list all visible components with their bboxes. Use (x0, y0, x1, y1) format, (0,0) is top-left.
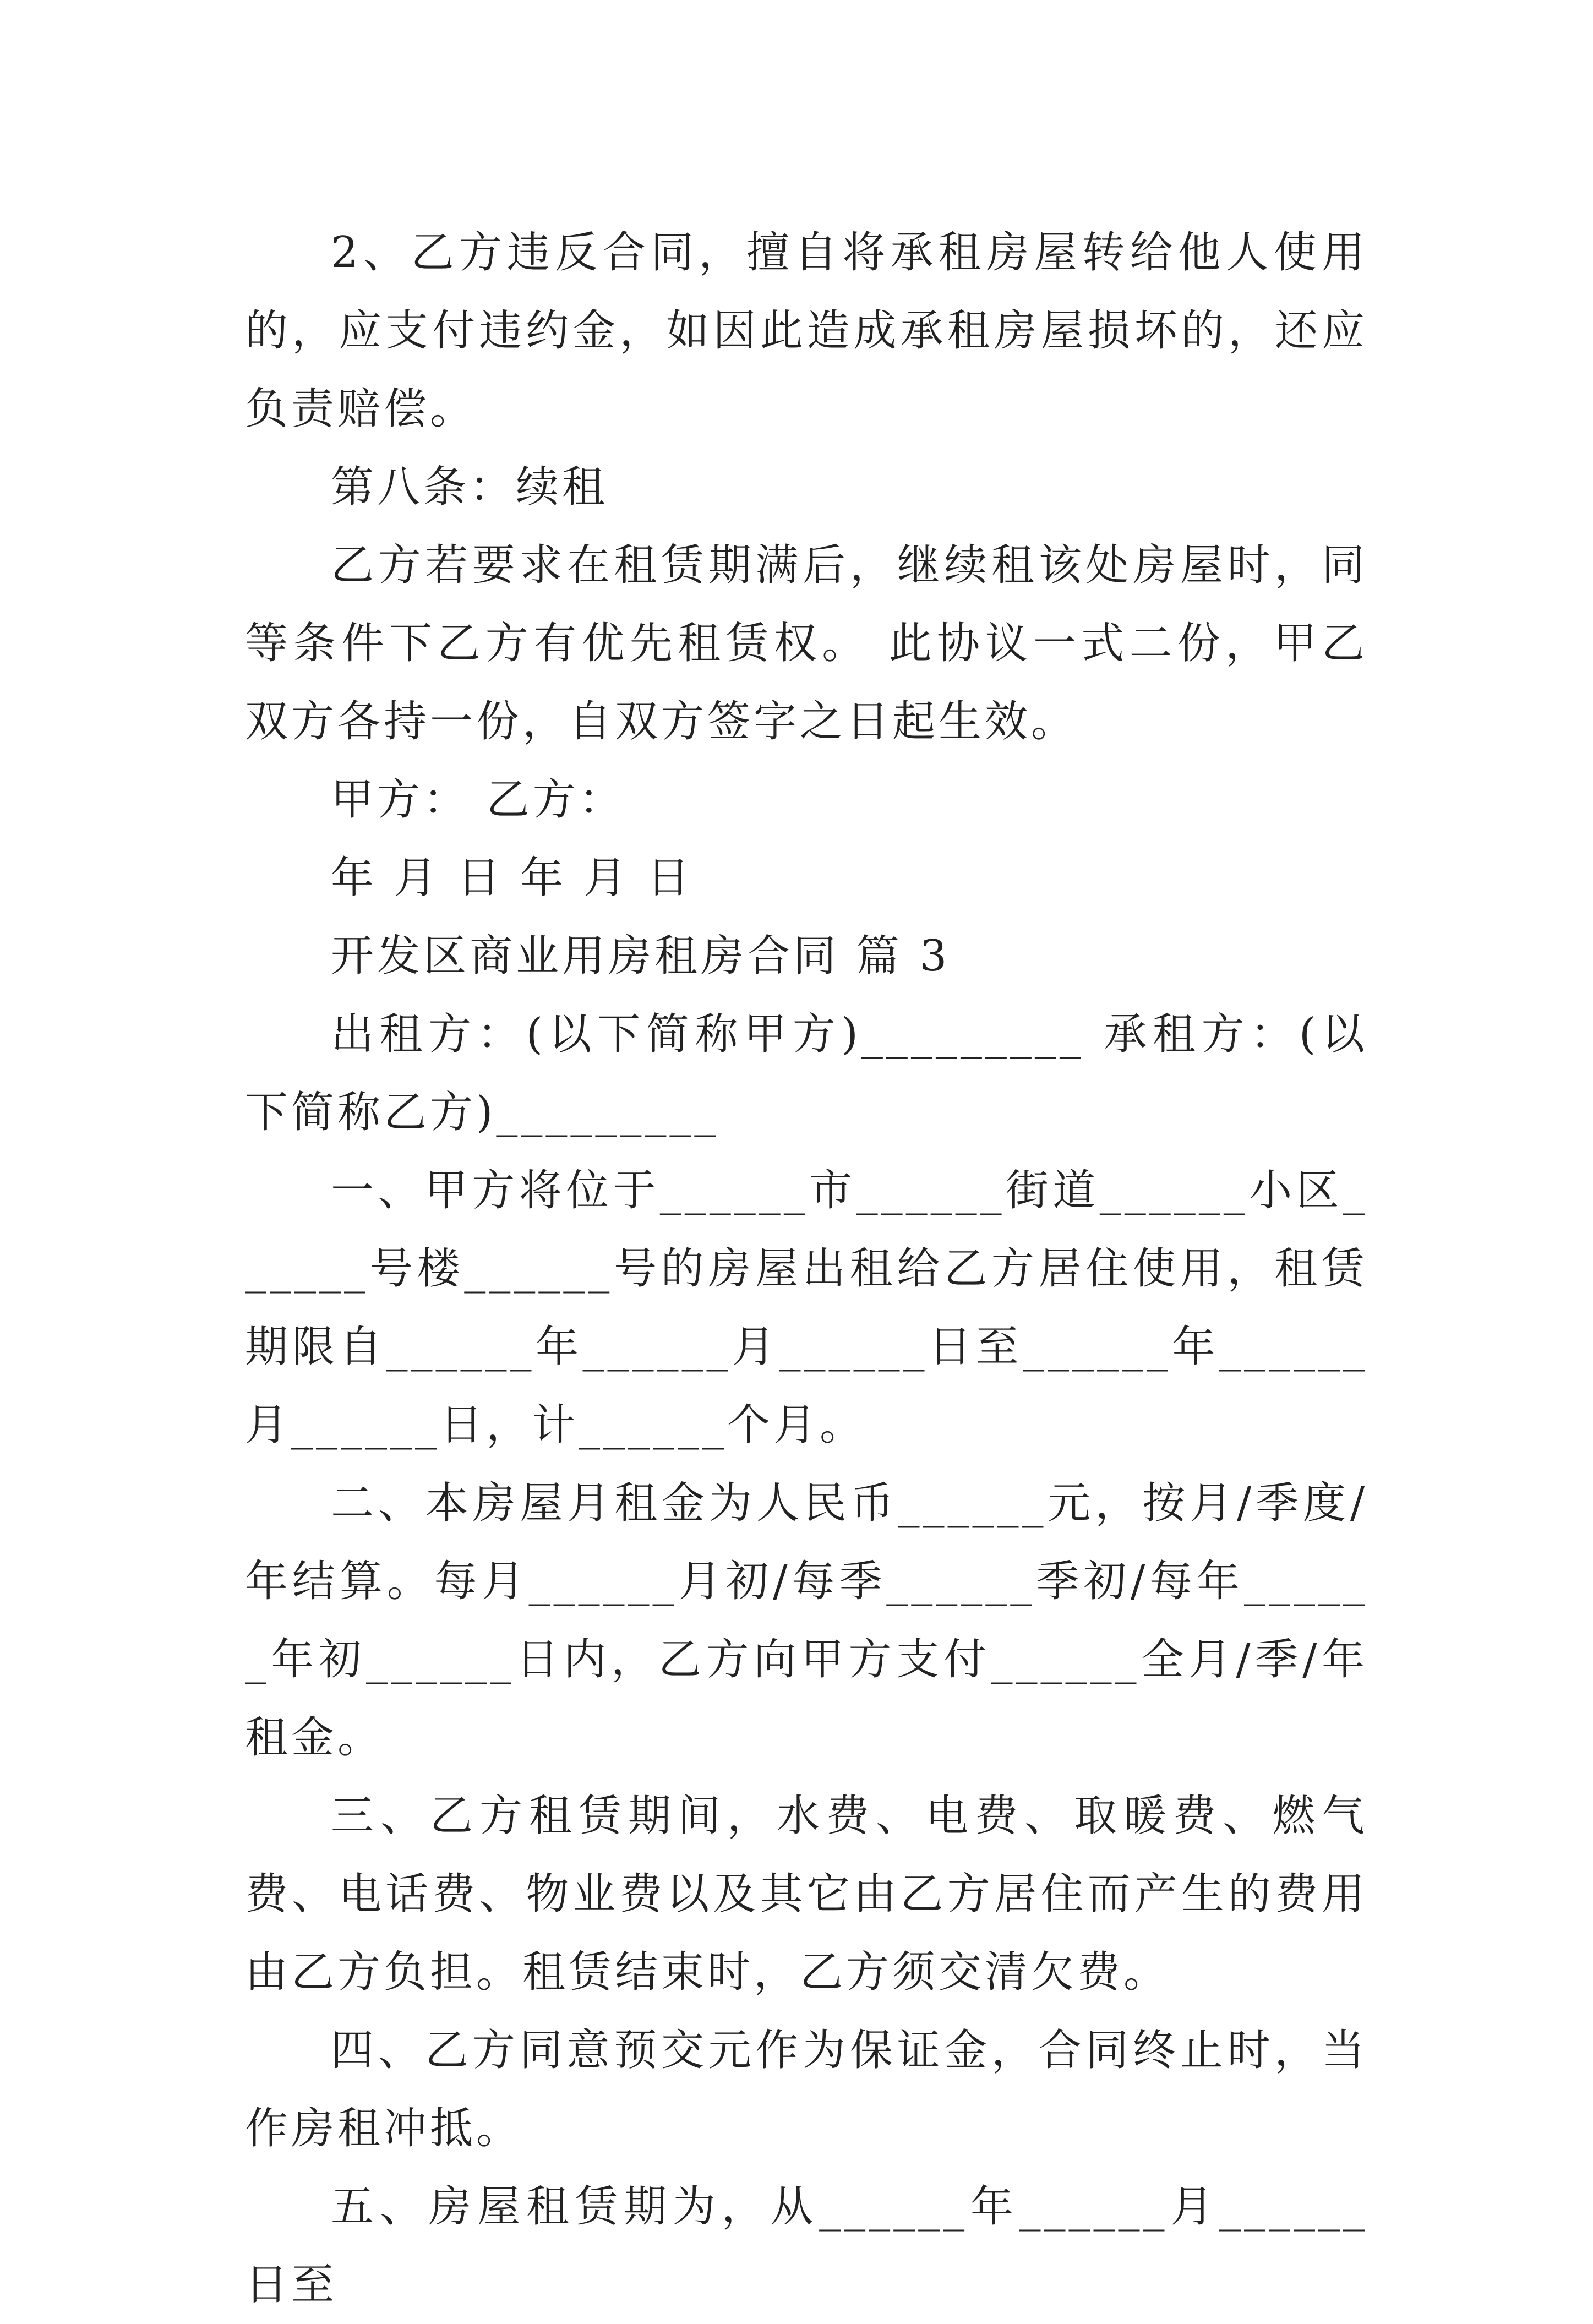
paragraph-clause-2: 二、本房屋月租金为人民币______元，按月/季度/年结算。每月______月初/每季______季初/每年______年初______日内，乙方向甲方支付______全月/季/年租金。 (245, 1479, 1368, 1763)
signature-dates: 年 月 日 年 月 日 (331, 853, 693, 903)
paragraph-clause-3: 三、乙方租赁期间，水费、电费、取暖费、燃气费、电话费、物业费以及其它由乙方居住而产生的费用由乙方负担。租赁结束时，乙方须交清欠费。 (245, 1791, 1368, 1997)
heading-article-8: 第八条：续租 (331, 462, 609, 512)
signature-parties: 甲方： 乙方： (331, 775, 625, 825)
paragraph-breach-clause-2: 2、乙方违反合同，擅自将承租房屋转给他人使用的，应支付违约金，如因此造成承租房屋损坏的，还应负责赔偿。 (245, 228, 1368, 434)
paragraph-clause-5: 五、房屋租赁期为，从______年______月______日至 (245, 2182, 1368, 2310)
section-title-part-3: 开发区商业用房租房合同 篇 3 (331, 931, 951, 981)
paragraph-clause-4: 四、乙方同意预交元作为保证金，合同终止时，当作房租冲抵。 (245, 2026, 1368, 2153)
paragraph-clause-1: 一、甲方将位于______市______街道______小区______号楼______号的房屋出租给乙方居住使用，租赁期限自______年______月______日至______年______月______日，计______个月。 (245, 1166, 1368, 1450)
paragraph-parties: 出租方：(以下简称甲方)_________ 承租方：(以下简称乙方)_________ (245, 1010, 1368, 1137)
document-body (245, 214, 1368, 2324)
paragraph-renewal: 乙方若要求在租赁期满后，继续租该处房屋时，同等条件下乙方有优先租赁权。 此协议一式二份，甲乙双方各持一份，自双方签字之日起生效。 (245, 541, 1368, 746)
